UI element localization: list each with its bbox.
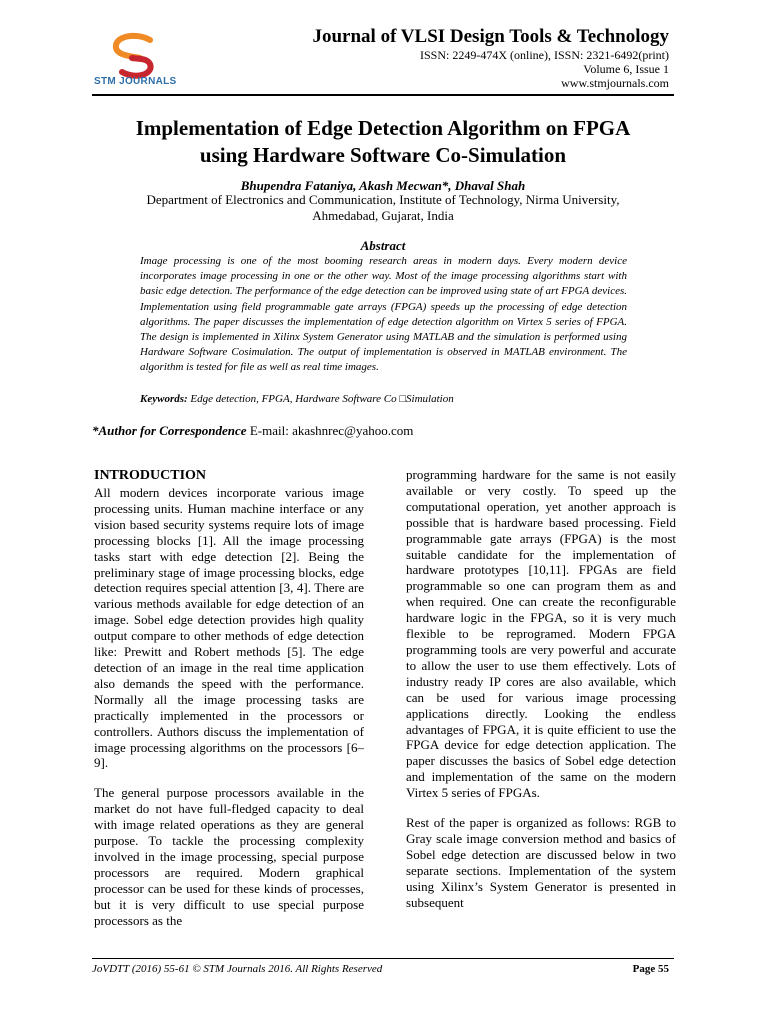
keywords bbox=[140, 393, 627, 405]
body-paragraph: The general purpose processors available in the market do not have full-fledged capacity to deal with image related operations as they are general purpose. To tackle the processing complexity involved in the image processing, special purpose processors are required. Modern graphical processor can be used for these kinds of processes, but it is very difficult to use special purpose processors as the bbox=[94, 785, 364, 928]
journal-title: Journal of VLSI Design Tools & Technology bbox=[312, 26, 669, 47]
footer-citation: JoVDTT (2016) 55-61 © STM Journals 2016. All Rights Reserved bbox=[92, 963, 383, 975]
paper-title-line-2: using Hardware Software Co-Simulation bbox=[199, 143, 567, 167]
section-heading-introduction: INTRODUCTION bbox=[94, 468, 207, 483]
correspondence-label: *Author for Correspondence bbox=[92, 423, 247, 438]
authors: Bhupendra Fataniya, Akash Mecwan*, Dhaval Shah bbox=[240, 178, 526, 193]
correspondence-email: E-mail: akashnrec@yahoo.com bbox=[246, 423, 414, 438]
abstract-heading: Abstract bbox=[360, 238, 406, 253]
footer-divider bbox=[92, 958, 674, 959]
logo-swoosh-upper bbox=[116, 36, 150, 58]
abstract-body: Image processing is one of the most booming research areas in modern days. Every modern device incorporates image processing in one or the other way. Most of the image processing algorithms start with basic edge detection. The performance of the edge detection can be improved using state of art FPGA devices. Implementation using field programmable gate arrays (FPGA) speeds up the processing of edge detection algorithms. The paper discusses the implementation of edge detection algorithm on Virtex 5 series of FPGA. The design is implemented in Xilinx System Generator using MATLAB and the simulation is performed using Hardware Software Cosimulation. The output of implementation is observed in MATLAB environment. The algorithm is tested for file as well as real time images. bbox=[140, 255, 627, 374]
left-column bbox=[94, 467, 364, 942]
volume-issue: Volume 6, Issue 1 bbox=[583, 62, 669, 76]
body-paragraph: All modern devices incorporate various image processing units. Human machine interface or any vision based security systems require lots of image processing blocks [1]. All the image processing tasks start with edge detection [2]. Being the preliminary stage of image processing blocks, edge detection requires special attention [3, 4]. There are various methods available for edge detection of an image. Sobel edge detection provides high quality output compare to other methods of edge detection like: Prewitt and Robert methods [5]. The edge detection of an image in the real time application also demands the speed with the performance. Normally all the image processing tasks are practically implemented in the processors or controllers. Authors discuss the implementation of image processing algorithms on the processors [6–9]. bbox=[94, 485, 364, 771]
keywords-list: Edge detection, FPGA, Hardware Software Co □Simulation bbox=[187, 393, 454, 405]
body-paragraph: Rest of the paper is organized as follows: RGB to Gray scale image conversion method and basics of Sobel edge detection are discussed below in two separate sections. Implementation of the system using Xilinx’s System Generator is presented in subsequent bbox=[406, 815, 676, 910]
logo-swoosh-lower bbox=[122, 58, 151, 76]
journal-website: www.stmjournals.com bbox=[561, 76, 669, 90]
paper-title-line-1: Implementation of Edge Detection Algorithm on FPGA bbox=[135, 116, 631, 140]
keywords-label: Keywords: bbox=[140, 393, 188, 405]
logo-text: STM JOURNALS bbox=[94, 76, 177, 87]
page-number: Page 55 bbox=[632, 963, 669, 975]
paper-title bbox=[92, 115, 674, 169]
affiliation-line-2: Ahmedabad, Gujarat, India bbox=[312, 208, 454, 223]
body-paragraph: programming hardware for the same is not easily available or very costly. To speed up the computational operation, yet another approach is possible that is hardware based processing. Field programmable gate arrays (FPGA) is the most suitable candidate for the implementation of hardware prototypes [10,11]. FPGAs are field programmable so one can program them as and when required. One can create the reconfigurable hardware logic in the FPGA, so it is very much flexible to be reprogramed. Modern FPGA programming tools are very powerful and accurate to allow the user to use them effectively. Lots of industry ready IP cores are also available, which can be used for various image processing applications directly. Looking the endless advantages of FPGA, it is quite efficient to use the FPGA device for edge detection application. The paper discusses the basics of Sobel edge detection and implementation of the same on the modern Virtex 5 series of FPGAs. bbox=[406, 467, 676, 801]
right-column bbox=[406, 467, 676, 924]
affiliation bbox=[92, 192, 674, 224]
correspondence bbox=[92, 423, 413, 439]
issn: ISSN: 2249-474X (online), ISSN: 2321-6492(print) bbox=[420, 48, 669, 62]
affiliation-line-1: Department of Electronics and Communication, Institute of Technology, Nirma University, bbox=[146, 192, 620, 207]
journal-meta bbox=[420, 48, 669, 90]
header-divider bbox=[92, 94, 674, 96]
